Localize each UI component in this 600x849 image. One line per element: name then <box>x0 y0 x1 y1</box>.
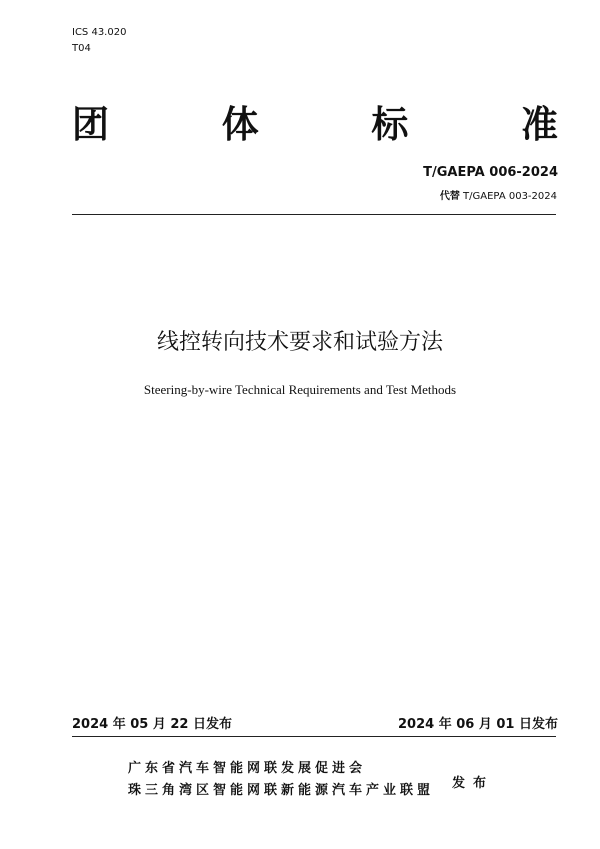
document-type-char: 体 <box>221 103 259 146</box>
english-title: Steering-by-wire Technical Requirements and Test Methods <box>143 382 457 397</box>
replaces-label: 代替 <box>439 191 460 202</box>
document-type-title <box>72 100 558 150</box>
replaces-line <box>440 187 557 202</box>
publisher-org-2: 珠三角湾区智能网联新能源汽车产业联盟 <box>128 783 435 798</box>
top-divider <box>72 214 556 215</box>
document-type-char: 准 <box>520 103 558 146</box>
ccs-code: T04 <box>72 43 91 54</box>
bottom-divider <box>72 736 556 737</box>
standard-number: T/GAEPA 006-2024 <box>423 165 558 180</box>
replaces-number: T/GAEPA 003-2024 <box>463 191 557 202</box>
chinese-title: 线控转向技术要求和试验方法 <box>156 330 443 355</box>
ics-code: ICS 43.020 <box>72 27 127 38</box>
implementation-date: 2024 年 06 月 01 日发布 <box>398 717 558 732</box>
document-type-char: 标 <box>371 103 409 146</box>
publisher-org-1: 广东省汽车智能网联发展促进会 <box>128 761 367 776</box>
issue-date: 2024 年 05 月 22 日发布 <box>72 717 232 732</box>
publish-label: 发布 <box>452 776 495 791</box>
document-type-char: 团 <box>72 103 109 146</box>
